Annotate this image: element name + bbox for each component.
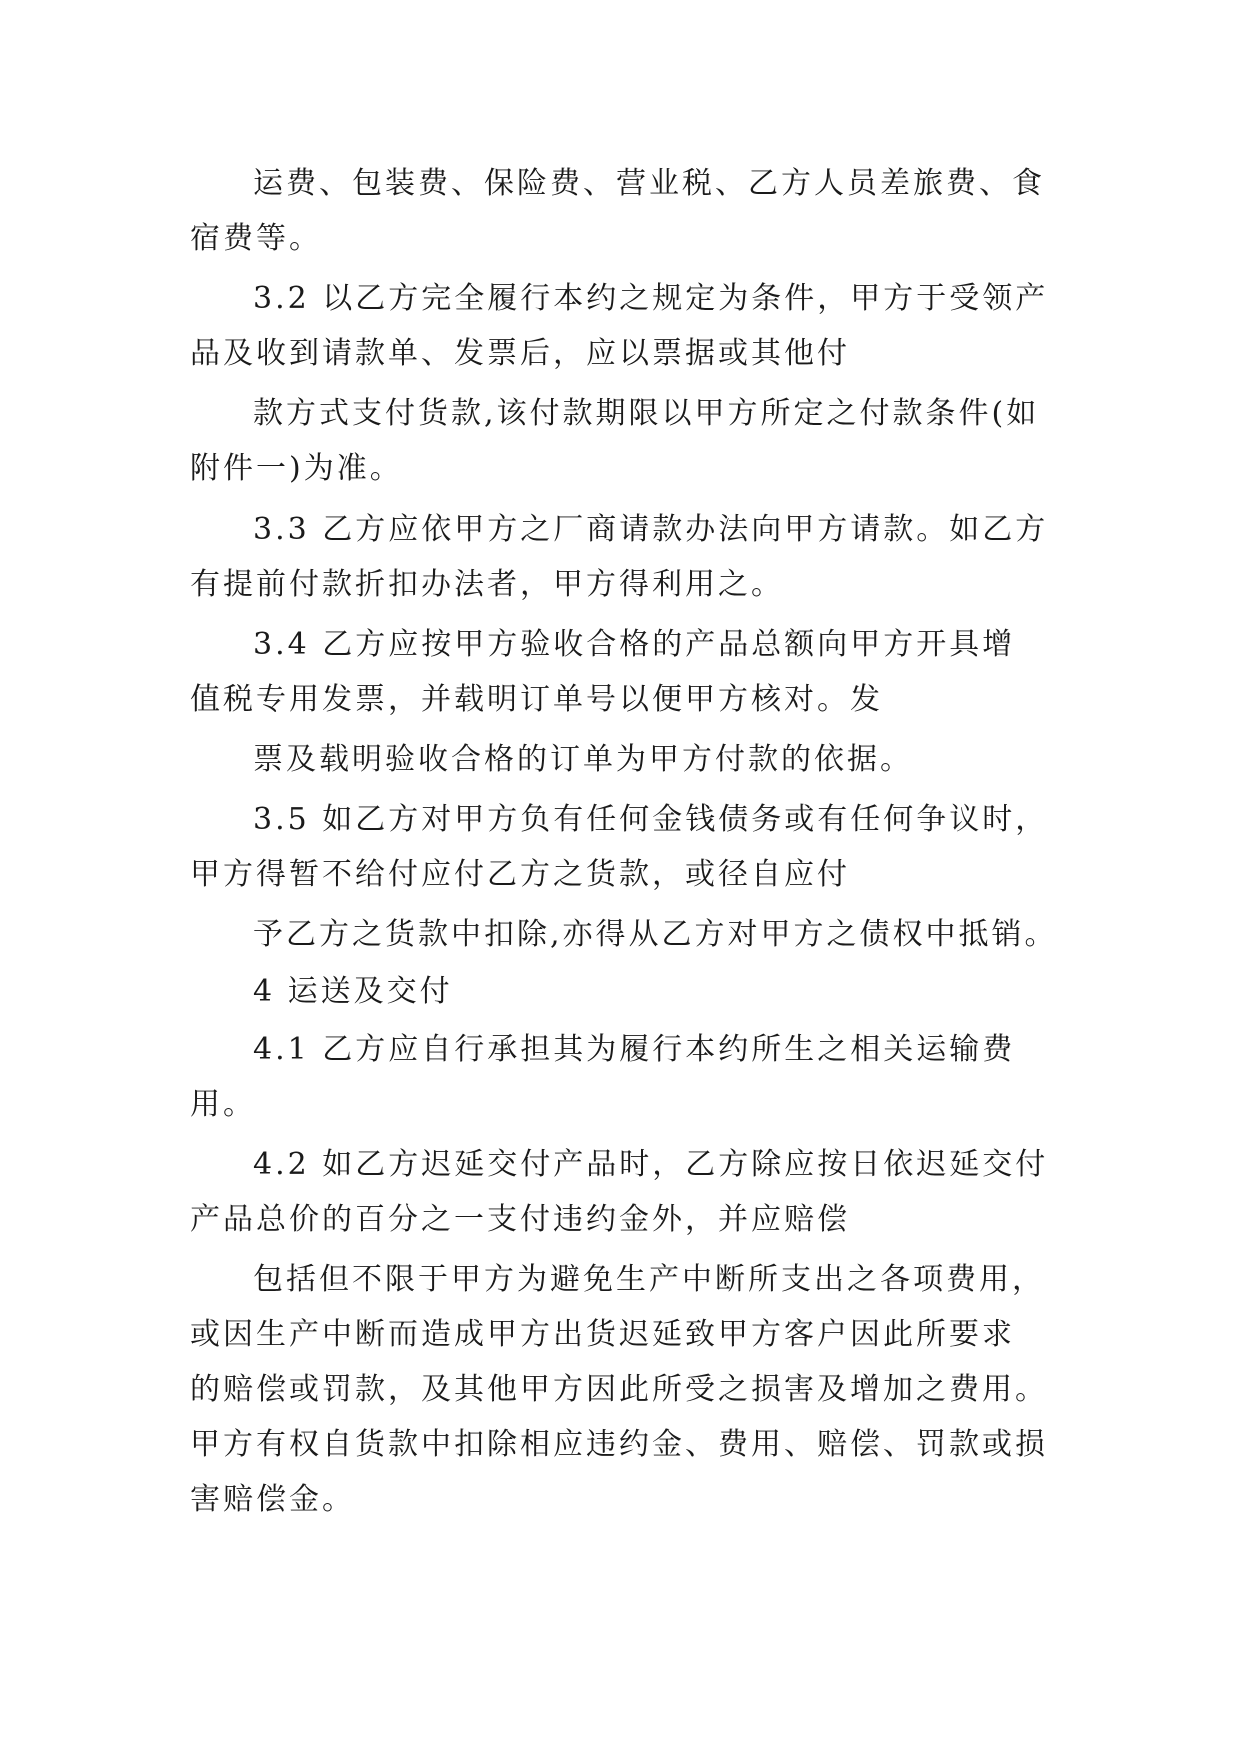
- paragraph-line: 宿费等。: [190, 221, 322, 256]
- clause-3-5-line: 3.5 如乙方对甲方负有任何金钱债务或有任何争议时，: [253, 802, 1049, 837]
- paragraph-line: 票及载明验收合格的订单为甲方付款的依据。: [253, 742, 913, 777]
- paragraph-line: 甲方得暂不给付应付乙方之货款，或径自应付: [190, 857, 850, 892]
- paragraph-line: 予乙方之货款中扣除,亦得从乙方对甲方之债权中抵销。: [253, 917, 1058, 952]
- clause-4-2-line: 4.2 如乙方迟延交付产品时，乙方除应按日依迟延交付: [253, 1147, 1049, 1182]
- section-4-heading: 4 运送及交付: [253, 974, 453, 1009]
- paragraph-line: 或因生产中断而造成甲方出货迟延致甲方客户因此所要求: [190, 1317, 1015, 1352]
- clause-3-2-line: 3.2 以乙方完全履行本约之规定为条件，甲方于受领产: [253, 281, 1049, 316]
- paragraph-line: 的赔偿或罚款，及其他甲方因此所受之损害及增加之费用。: [190, 1372, 1048, 1407]
- paragraph-line: 品及收到请款单、发票后，应以票据或其他付: [190, 336, 850, 371]
- paragraph-line: 包括但不限于甲方为避免生产中断所支出之各项费用，: [253, 1262, 1045, 1297]
- clause-4-1-line: 4.1 乙方应自行承担其为履行本约所生之相关运输费: [253, 1032, 1016, 1067]
- paragraph-line: 值税专用发票，并载明订单号以便甲方核对。发: [190, 682, 883, 717]
- paragraph-line: 害赔偿金。: [190, 1482, 355, 1517]
- clause-3-3-line: 3.3 乙方应依甲方之厂商请款办法向甲方请款。如乙方: [253, 512, 1049, 547]
- paragraph-line: 有提前付款折扣办法者，甲方得利用之。: [190, 567, 784, 602]
- paragraph-line: 甲方有权自货款中扣除相应违约金、费用、赔偿、罚款或损: [190, 1427, 1048, 1462]
- paragraph-line: 附件一)为准。: [190, 451, 403, 486]
- paragraph-line: 款方式支付货款,该付款期限以甲方所定之付款条件(如: [253, 396, 1040, 431]
- paragraph-line: 产品总价的百分之一支付违约金外，并应赔偿: [190, 1202, 850, 1237]
- paragraph-line: 运费、包装费、保险费、营业税、乙方人员差旅费、食: [253, 166, 1045, 201]
- clause-3-4-line: 3.4 乙方应按甲方验收合格的产品总额向甲方开具增: [253, 627, 1016, 662]
- paragraph-line: 用。: [190, 1087, 256, 1122]
